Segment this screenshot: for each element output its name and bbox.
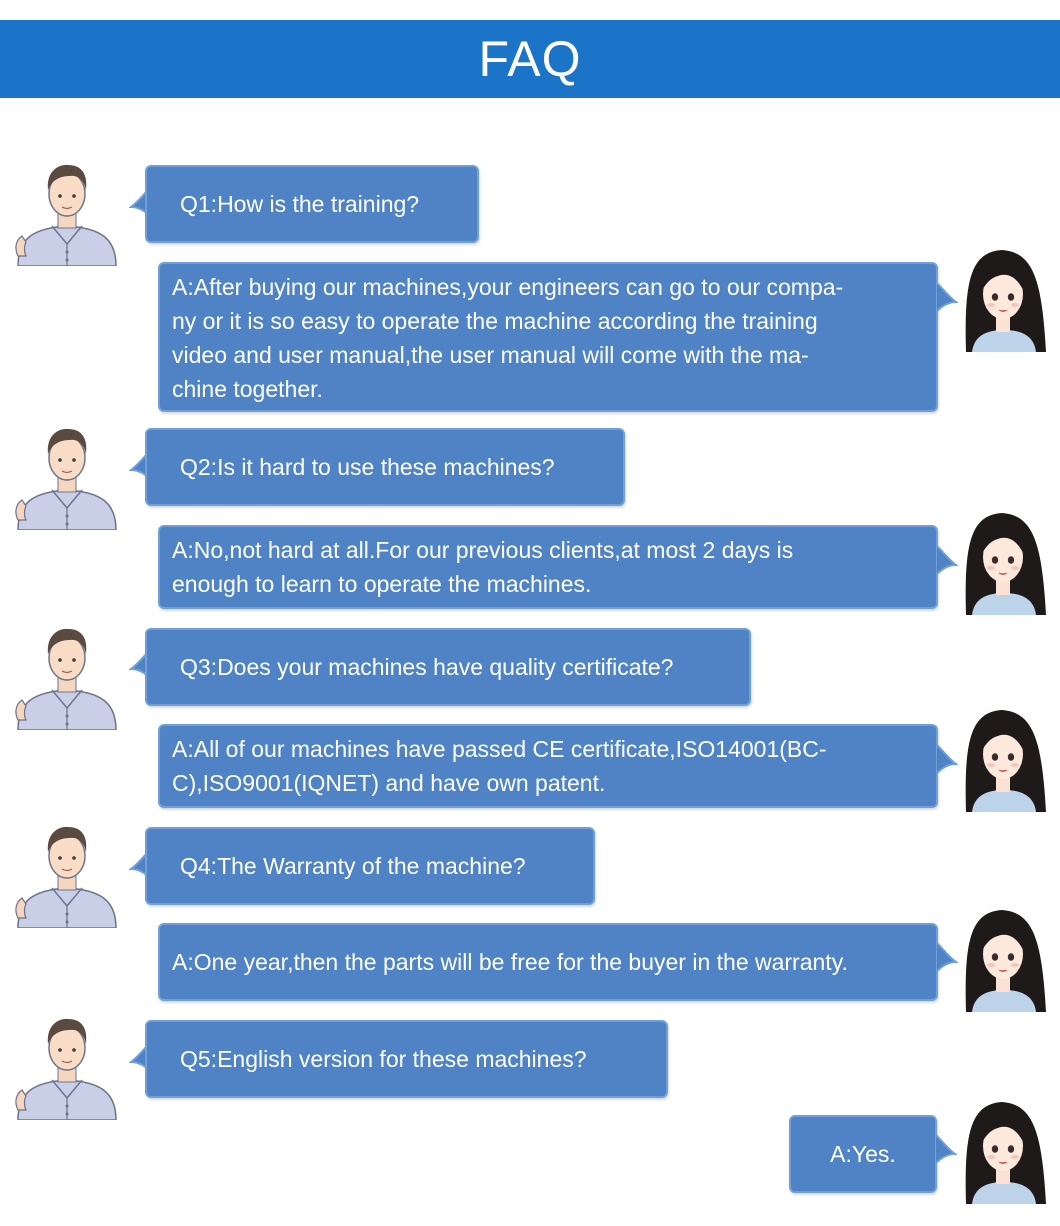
answer-bubble xyxy=(158,262,938,412)
answer-bubble xyxy=(158,525,938,609)
man-avatar-icon xyxy=(12,620,122,730)
faq-header xyxy=(0,20,1060,98)
answer-bubble xyxy=(158,724,938,808)
answer-line: enough to learn to operate the machines. xyxy=(172,571,592,597)
answer-line: chine together. xyxy=(172,376,323,402)
woman-avatar-icon xyxy=(946,902,1056,1012)
question-text: Q2:Is it hard to use these machines? xyxy=(180,454,555,480)
woman-avatar-icon xyxy=(946,702,1056,812)
question-text: Q5:English version for these machines? xyxy=(180,1046,587,1072)
question-bubble xyxy=(145,428,625,506)
question-text: Q3:Does your machines have quality certificate? xyxy=(180,654,674,680)
question-bubble xyxy=(145,827,595,905)
page-title: FAQ xyxy=(478,31,582,87)
answer-line: A:No,not hard at all.For our previous clients,at most 2 days is xyxy=(172,537,794,563)
question-bubble xyxy=(145,1020,668,1098)
woman-avatar-icon xyxy=(946,1094,1056,1204)
answer-line: video and user manual,the user manual will come with the ma- xyxy=(172,342,809,368)
question-bubble xyxy=(145,165,479,243)
woman-avatar-icon xyxy=(946,505,1056,615)
question-text: Q1:How is the training? xyxy=(180,191,420,217)
answer-bubble xyxy=(158,923,938,1001)
answer-line: A:Yes. xyxy=(830,1141,896,1167)
man-avatar-icon xyxy=(12,818,122,928)
man-avatar-icon xyxy=(12,1010,122,1120)
answer-bubble xyxy=(789,1115,937,1193)
answer-line: C),ISO9001(IQNET) and have own patent. xyxy=(172,770,606,796)
answer-line: A:After buying our machines,your engineers can go to our compa- xyxy=(172,274,844,300)
question-text: Q4:The Warranty of the machine? xyxy=(180,853,526,879)
question-bubble xyxy=(145,628,751,706)
man-avatar-icon xyxy=(12,156,122,266)
woman-avatar-icon xyxy=(946,242,1056,352)
answer-line: A:One year,then the parts will be free for the buyer in the warranty. xyxy=(172,949,848,975)
answer-line: A:All of our machines have passed CE certificate,ISO14001(BC- xyxy=(172,736,827,762)
man-avatar-icon xyxy=(12,420,122,530)
answer-line: ny or it is so easy to operate the machine according the training xyxy=(172,308,818,334)
